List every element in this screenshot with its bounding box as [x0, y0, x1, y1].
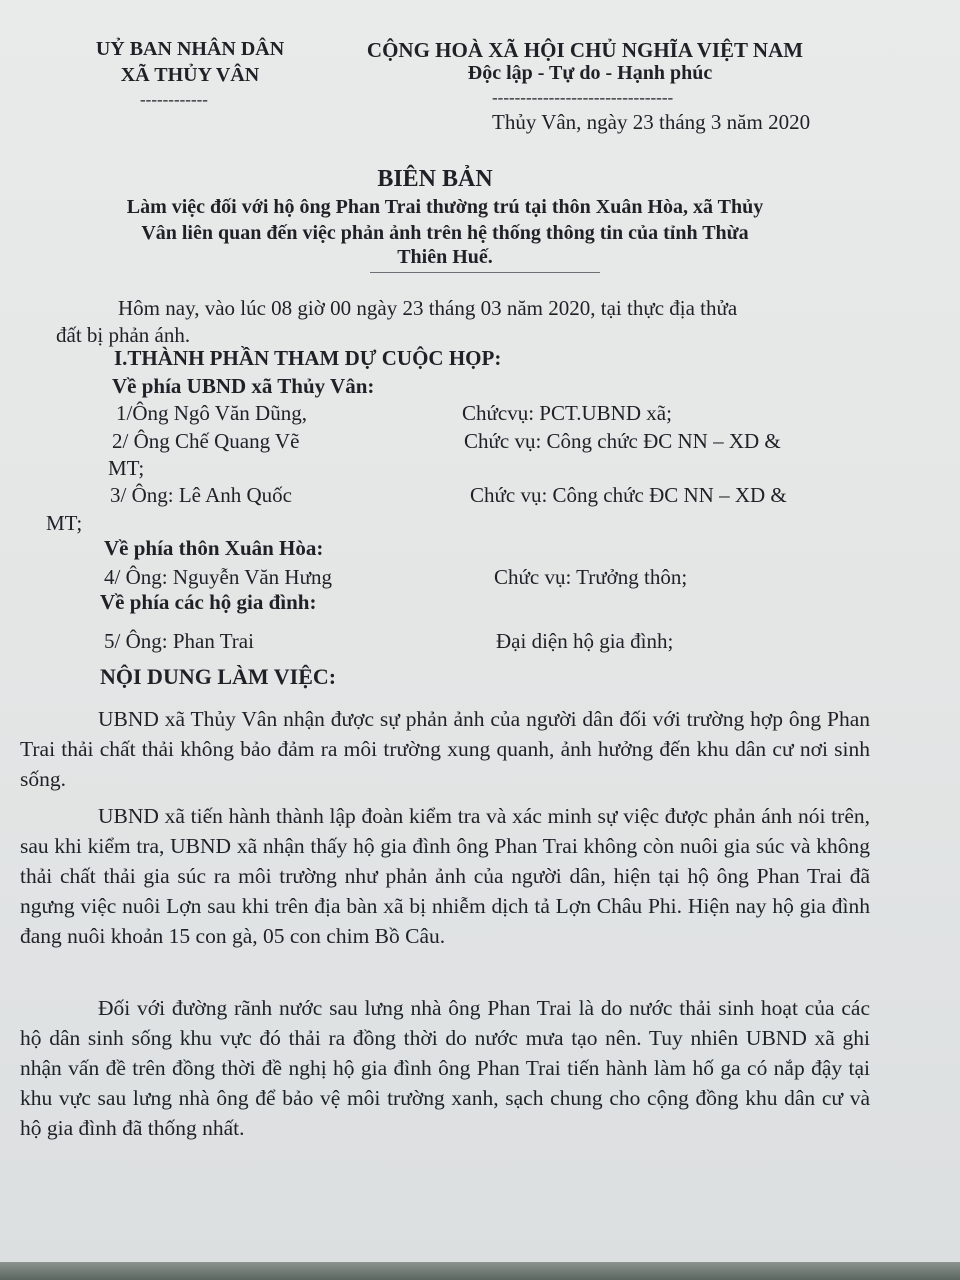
group-ho-heading: Về phía các hộ gia đình: — [100, 590, 317, 614]
attendee-3-role-cont: MT; — [46, 511, 83, 535]
right-separator: -------------------------------- — [492, 88, 674, 107]
section-attendees-heading: I.THÀNH PHẦN THAM DỰ CUỘC HỌP: — [114, 346, 502, 370]
group-thon-heading: Về phía thôn Xuân Hòa: — [104, 536, 324, 560]
attendee-5-name: 5/ Ông: Phan Trai — [104, 629, 254, 653]
group-ubnd-heading: Về phía UBND xã Thủy Vân: — [112, 374, 375, 398]
attendee-3-role: Chức vụ: Công chức ĐC NN – XD & — [470, 483, 787, 507]
content-paragraph-1: UBND xã Thủy Vân nhận được sự phản ảnh của người dân đối với trường hợp ông Phan Trai thải chất thải không bảo đảm ra môi trường xung quanh, ảnh hưởng đến khu dân cư nơi sinh sống. — [20, 707, 870, 791]
intro-line2: đất bị phản ánh. — [56, 323, 191, 347]
attendee-4-name: 4/ Ông: Nguyễn Văn Hưng — [104, 565, 332, 589]
document-date: Thủy Vân, ngày 23 tháng 3 năm 2020 — [492, 110, 811, 134]
content-paragraph-2: UBND xã tiến hành thành lập đoàn kiểm tra và xác minh sự việc được phản ánh nói trên, sau khi kiểm tra, UBND xã nhận thấy hộ gia đình ông Phan Trai không còn nuôi gia súc và không thải chất thải gia súc ra môi trường như phản ảnh của người dân, hiện tại hộ ông Phan Trai đã ngưng việc nuôi Lợn sau khi trên địa bàn xã bị nhiễm dịch tả Lợn Châu Phi. Hiện nay hộ gia đình đang nuôi khoản 15 con gà, 05 con chim Bồ Câu. — [20, 804, 870, 948]
attendee-2-name: 2/ Ông Chế Quang Vẽ — [112, 429, 300, 453]
attendee-1-role: Chứcvụ: PCT.UBND xã; — [462, 401, 672, 425]
document-subtitle-line2: Vân liên quan đến việc phản ảnh trên hệ thống thông tin của tỉnh Thừa — [141, 222, 749, 244]
national-title: CỘNG HOÀ XÃ HỘI CHỦ NGHĨA VIỆT NAM — [366, 38, 804, 62]
background-surface — [0, 1262, 960, 1280]
commune-name: XÃ THỦY VÂN — [120, 64, 260, 86]
attendee-5-role: Đại diện hộ gia đình; — [496, 629, 674, 653]
attendee-4-role: Chức vụ: Trưởng thôn; — [494, 565, 688, 589]
attendee-2-role-cont: MT; — [108, 456, 145, 480]
attendee-1-name: 1/Ông Ngô Văn Dũng, — [116, 401, 307, 425]
intro-line1: Hôm nay, vào lúc 08 giờ 00 ngày 23 tháng 03 năm 2020, tại thực địa thửa — [118, 296, 738, 320]
attendee-3-name: 3/ Ông: Lê Anh Quốc — [110, 483, 292, 507]
title-underline — [370, 272, 600, 273]
section-content-heading: NỘI DUNG LÀM VIỆC: — [100, 664, 337, 689]
left-separator: ------------ — [140, 90, 208, 109]
document-subtitle-line1: Làm việc đối với hộ ông Phan Trai thường trú tại thôn Xuân Hòa, xã Thủy — [126, 196, 764, 218]
document-title: BIÊN BẢN — [377, 166, 493, 192]
document-subtitle-line3: Thiên Huế. — [397, 246, 493, 268]
agency-name: UỶ BAN NHÂN DÂN — [95, 38, 285, 60]
attendee-2-role: Chức vụ: Công chức ĐC NN – XD & — [464, 429, 781, 453]
content-paragraph-3: Đối với đường rãnh nước sau lưng nhà ông Phan Trai là do nước thải sinh hoạt của các hộ dân sinh sống khu vực đó thải ra đồng thời do nước mưa tạo nên. Tuy nhiên UBND xã ghi nhận vấn đề trên đồng thời đề nghị hộ gia đình ông Phan Trai tiến hành làm hố ga có nắp đậy tại khu vực sau lưng nhà ông để bảo vệ môi trường xanh, sạch chung cho cộng đồng khu dân cư và hộ gia đình đã thống nhất. — [20, 996, 870, 1140]
national-motto: Độc lập - Tự do - Hạnh phúc — [467, 62, 713, 84]
